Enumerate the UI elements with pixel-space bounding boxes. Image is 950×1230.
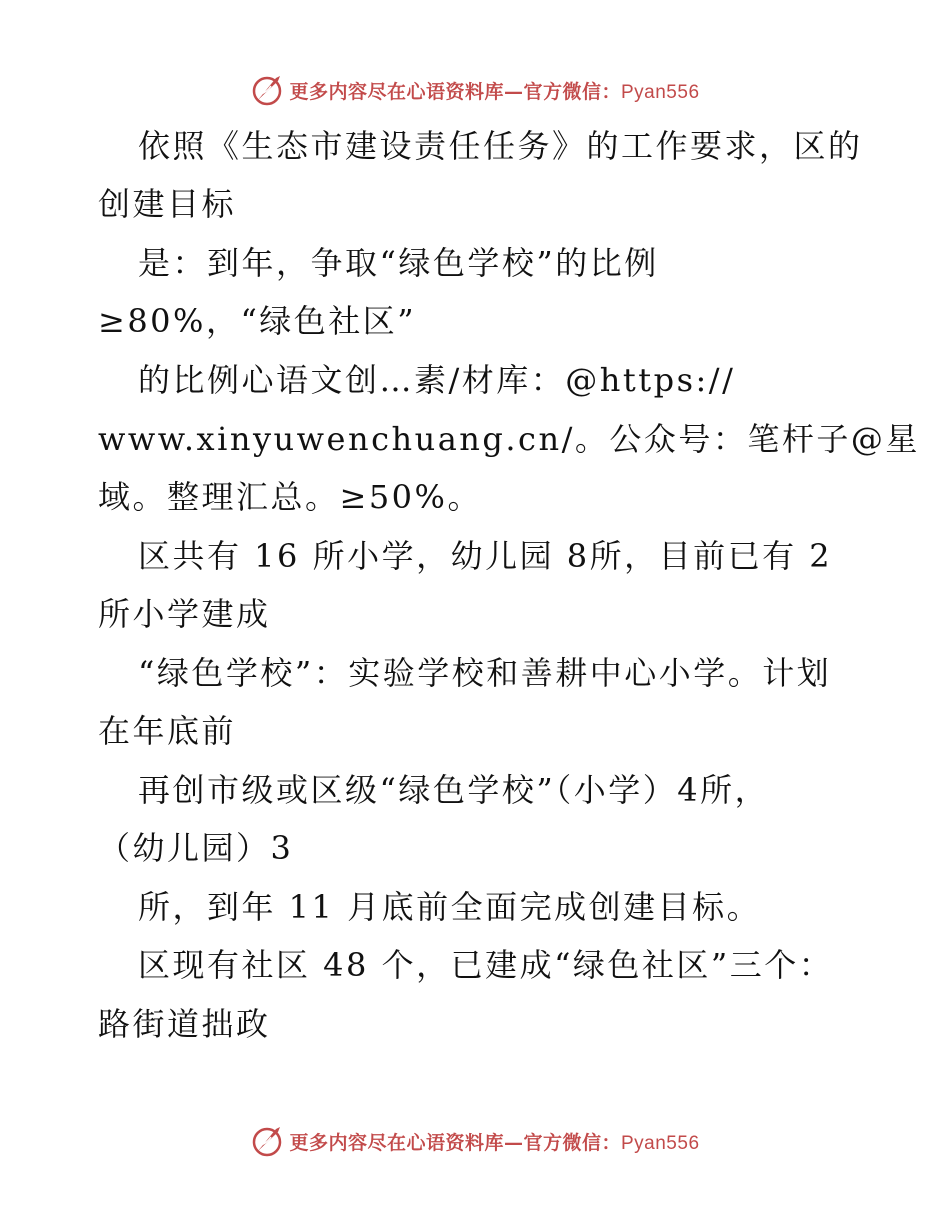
watermark-label: 更多内容尽在心语资料库—官方微信： [289, 80, 621, 103]
document-line: 在年底前 [98, 712, 237, 750]
document-line: 的比例心语文创…素/材库：@https:// [138, 361, 736, 399]
watermark-label: 更多内容尽在心语资料库—官方微信： [289, 1131, 621, 1154]
document-line: 路街道拙政 [98, 1005, 271, 1043]
document-line: www.xinyuwenchuang.cn/。公众号：笔杆子@星 [98, 420, 920, 458]
document-line: 所，到年 11 月底前全面完成创建目标。 [138, 888, 762, 926]
wechat-id: Pyan556 [621, 81, 700, 103]
quill-logo-icon [250, 72, 286, 108]
document-line: 是：到年，争取“绿色学校”的比例 [138, 244, 659, 282]
watermark-text [289, 77, 699, 104]
document-line: 域。整理汇总。≥50%。 [98, 478, 482, 516]
document-line: “绿色学校”：实验学校和善耕中心小学。计划 [138, 654, 832, 692]
document-line: 依照《生态市建设责任任务》的工作要求，区的 [138, 127, 863, 165]
header-watermark-banner [0, 70, 950, 110]
document-line: 区现有社区 48 个，已建成“绿色社区”三个： [138, 946, 834, 984]
quill-logo-icon [250, 1123, 286, 1159]
document-line: ≥80%，“绿色社区” [98, 302, 417, 340]
document-line: 再创市级或区级“绿色学校”（小学）4所， [138, 771, 770, 809]
footer-watermark-banner [0, 1121, 950, 1161]
document-line: 创建目标 [98, 185, 237, 223]
document-line: 所小学建成 [98, 595, 271, 633]
wechat-id: Pyan556 [621, 1132, 700, 1154]
document-line: 区共有 16 所小学，幼儿园 8所，目前已有 2 [138, 537, 833, 575]
watermark-text [289, 1128, 699, 1155]
document-line: （幼儿园）3 [98, 829, 294, 867]
